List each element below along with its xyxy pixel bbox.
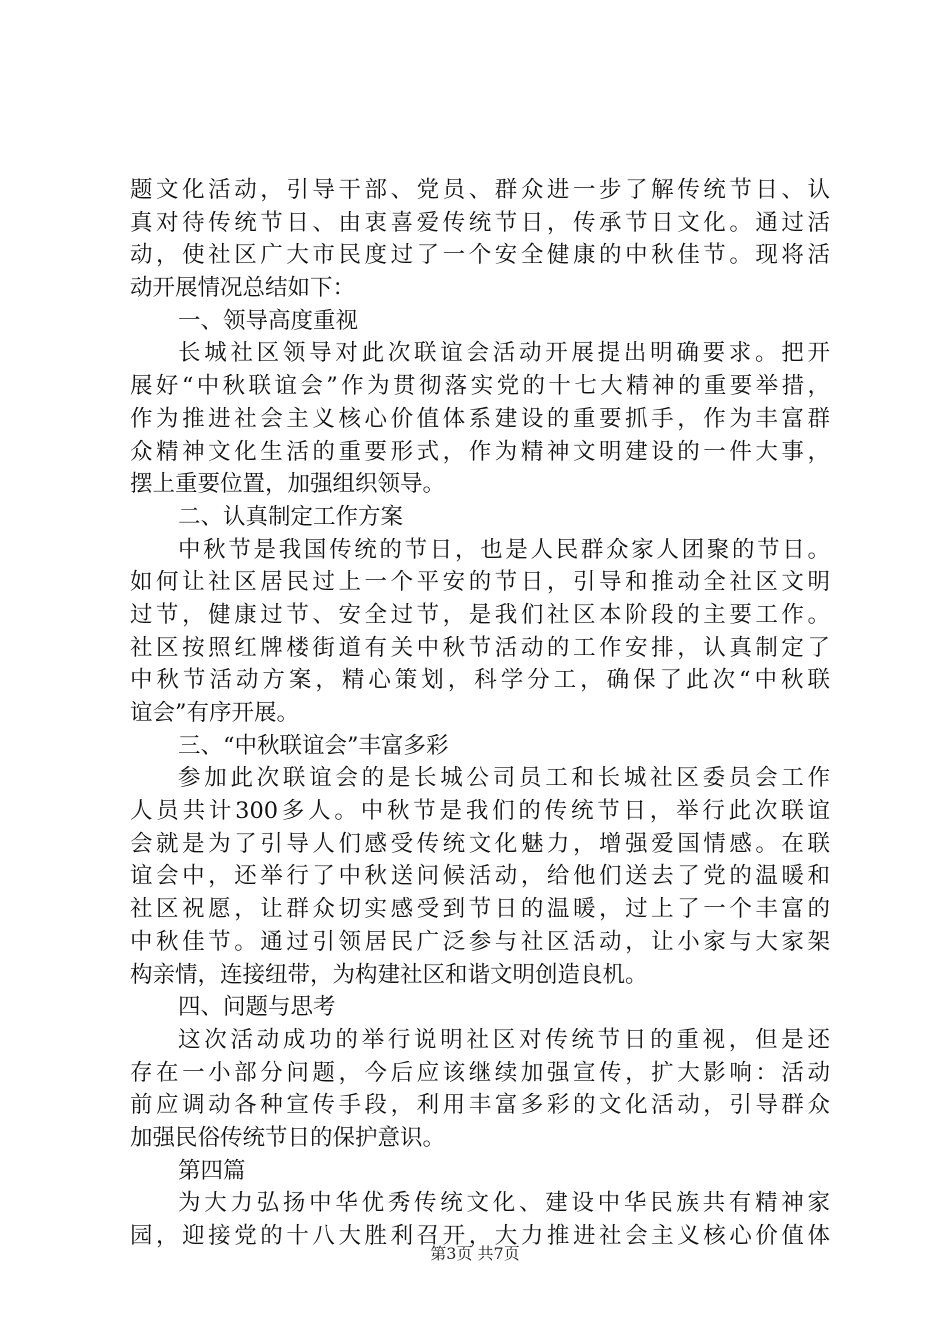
text-line: 人员共计300多人。中秋节是我们的传统节日，举行此次联谊 xyxy=(130,798,830,825)
text-line: 存在一小部分问题，今后应该继续加强宣传，扩大影响：活动 xyxy=(130,1059,830,1086)
text-line: 题文化活动，引导干部、党员、群众进一步了解传统节日、认 xyxy=(130,177,830,203)
text-line: 过节，健康过节、安全过节，是我们社区本阶段的主要工作。 xyxy=(130,601,830,628)
section-heading: 四、问题与思考 xyxy=(178,994,336,1021)
text-line: 社区按照红牌楼街道有关中秋节活动的工作安排，认真制定了 xyxy=(130,634,830,661)
text-line: 会就是为了引导人们感受传统文化魅力，增强爱国情感。在联 xyxy=(130,830,830,857)
text-line: 谊会”有序开展。 xyxy=(130,700,300,726)
text-line: 这次活动成功的举行说明社区对传统节日的重视，但是还 xyxy=(178,1026,830,1053)
section-heading: 一、领导高度重视 xyxy=(178,307,359,334)
text-line: 谊会中，还举行了中秋送问候活动，给他们送去了党的温暖和 xyxy=(130,863,830,890)
section-heading: 二、认真制定工作方案 xyxy=(178,503,404,530)
text-line: 加强民俗传统节日的保护意识。 xyxy=(130,1124,446,1151)
text-line: 前应调动各种宣传手段，利用丰富多彩的文化活动，引导群众 xyxy=(130,1092,830,1119)
text-line: 社区祝愿，让群众切实感受到节日的温暖，过上了一个丰富的 xyxy=(130,896,830,923)
document-body xyxy=(130,174,830,1253)
page-footer: 第3页 共7页 xyxy=(430,1244,520,1263)
text-line: 长城社区领导对此次联谊会活动开展提出明确要求。把开 xyxy=(178,340,830,367)
section-heading: 三、“中秋联谊会”丰富多彩 xyxy=(178,732,449,759)
text-line: 如何让社区居民过上一个平安的节日，引导和推动全社区文明 xyxy=(130,569,830,596)
text-line: 中秋佳节。通过引领居民广泛参与社区活动，让小家与大家架 xyxy=(130,928,830,955)
text-line: 摆上重要位置，加强组织领导。 xyxy=(130,471,446,498)
text-line: 中秋节活动方案，精心策划，科学分工，确保了此次“中秋联 xyxy=(130,667,830,694)
text-line: 动，使社区广大市民度过了一个安全健康的中秋佳节。现将活 xyxy=(130,242,830,269)
text-line: 众精神文化生活的重要形式，作为精神文明建设的一件大事， xyxy=(130,438,830,465)
section-heading: 第四篇 xyxy=(178,1157,246,1184)
text-line: 展好“中秋联谊会”作为贯彻落实党的十七大精神的重要举措， xyxy=(130,373,830,400)
text-line: 动开展情况总结如下： xyxy=(130,275,356,302)
text-line: 作为推进社会主义核心价值体系建设的重要抓手，作为丰富群 xyxy=(130,405,830,432)
text-line: 真对待传统节日、由衷喜爱传统节日，传承节日文化。通过活 xyxy=(130,209,830,236)
text-line: 参加此次联谊会的是长城公司员工和长城社区委员会工作 xyxy=(178,765,830,792)
text-line: 为大力弘扬中华优秀传统文化、建设中华民族共有精神家 xyxy=(178,1190,830,1217)
text-line: 中秋节是我国传统的节日，也是人民群众家人团聚的节日。 xyxy=(178,536,830,563)
text-line: 园，迎接党的十八大胜利召开，大力推进社会主义核心价值体 xyxy=(130,1223,830,1249)
text-line: 构亲情，连接纽带，为构建社区和谐文明创造良机。 xyxy=(130,961,648,988)
